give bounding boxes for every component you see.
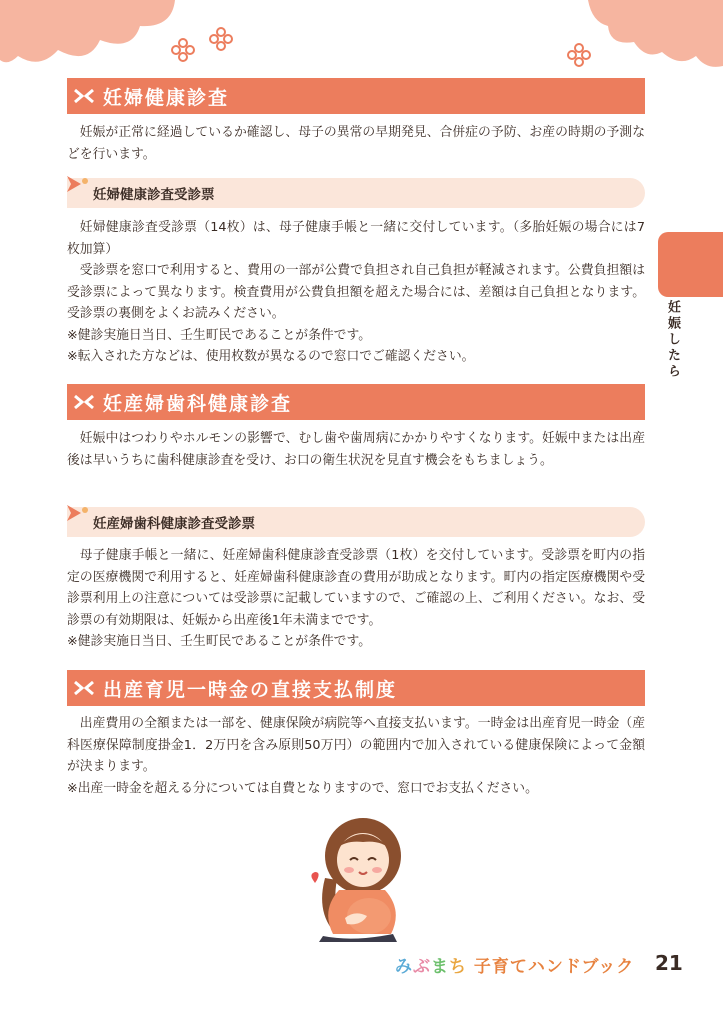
section-heading-dental-checkup (67, 384, 645, 420)
flower-icon (170, 37, 196, 63)
flower-icon (566, 42, 592, 68)
section-intro: 妊娠中はつわりやホルモンの影響で、むし歯や歯周病にかかりやすくなります。妊娠中または出産後は早いうちに歯科健康診査を受け、お口の衛生状況を見直す機会をもちましょう。 (67, 431, 645, 468)
subheading-prenatal-voucher (67, 178, 645, 208)
brand-part: 子育てハンドブック (467, 957, 635, 977)
ribbon-icon (71, 670, 97, 706)
section-title: 出産育児一時金の直接支払制度 (103, 678, 398, 701)
side-tab (658, 232, 723, 297)
voucher-body: 妊婦健康診査受診票（14枚）は、母子健康手帳と一緒に交付しています。（多胎妊娠の場合には7枚加算） 受診票を窓口で利用すると、費用の一部が公費で負担され自己負担が軽減されます。公費負担額は受診票によって異なります。検査費用が公費負担額を超えた場合には、差額は自己負担となります。受診票の裏側をよくお読みください。 ※健診実施日当日、壬生町民であることが条件です。 ※転入された方などは、使用枚数が異なるので窓口でご確認ください。 (67, 220, 645, 364)
handbook-title (395, 952, 634, 977)
section-heading-childbirth-payment (67, 670, 645, 706)
flower-icon (208, 26, 234, 52)
subheading-title: 妊産婦歯科健康診査受診票 (93, 516, 255, 532)
section-intro: 妊娠が正常に経過しているか確認し、母子の異常の早期発見、合併症の予防、お産の時期の予測などを行います。 (67, 125, 645, 162)
pregnant-woman-illustration (305, 808, 415, 948)
page-number: 21 (655, 951, 683, 975)
arrow-icon (63, 501, 93, 527)
section-heading-prenatal-checkup (67, 78, 645, 114)
side-tab-label: 妊娠したら (665, 300, 680, 380)
brand-part: ま (431, 957, 449, 977)
section-title: 妊産婦歯科健康診査 (103, 392, 293, 415)
brand-part: み (395, 957, 413, 977)
cloud-decoration-right (588, 0, 723, 70)
childbirth-payment-body: 出産費用の全額または一部を、健康保険が病院等へ直接支払います。一時金は出産育児一時金（産科医療保障制度掛金1．2万円を含み原則50万円）の範囲内で加入されている健康保険によって金額が決まります。 ※出産一時金を超える分については自費となりますので、窓口でお支払ください。 (67, 716, 645, 796)
brand-part: ぶ (413, 957, 431, 977)
section-title: 妊婦健康診査 (103, 86, 230, 109)
arrow-icon (63, 172, 93, 198)
cloud-decoration-left (0, 0, 175, 70)
ribbon-icon (71, 384, 97, 420)
ribbon-icon (71, 78, 97, 114)
subheading-dental-voucher (67, 507, 645, 537)
brand-part: ち (449, 957, 467, 977)
dental-voucher-body: 母子健康手帳と一緒に、妊産婦歯科健康診査受診票（1枚）を交付しています。受診票を町内の指定の医療機関で利用すると、妊産婦歯科健康診査の費用が助成となります。町内の指定医療機関や受診票利用上の注意については受診票に記載していますので、ご確認の上、ご利用ください。なお、受診票の有効期限は、妊娠から出産後1年未満までです。 ※健診実施日当日、壬生町民であることが条件です。 (67, 548, 645, 649)
subheading-title: 妊婦健康診査受診票 (93, 187, 215, 203)
